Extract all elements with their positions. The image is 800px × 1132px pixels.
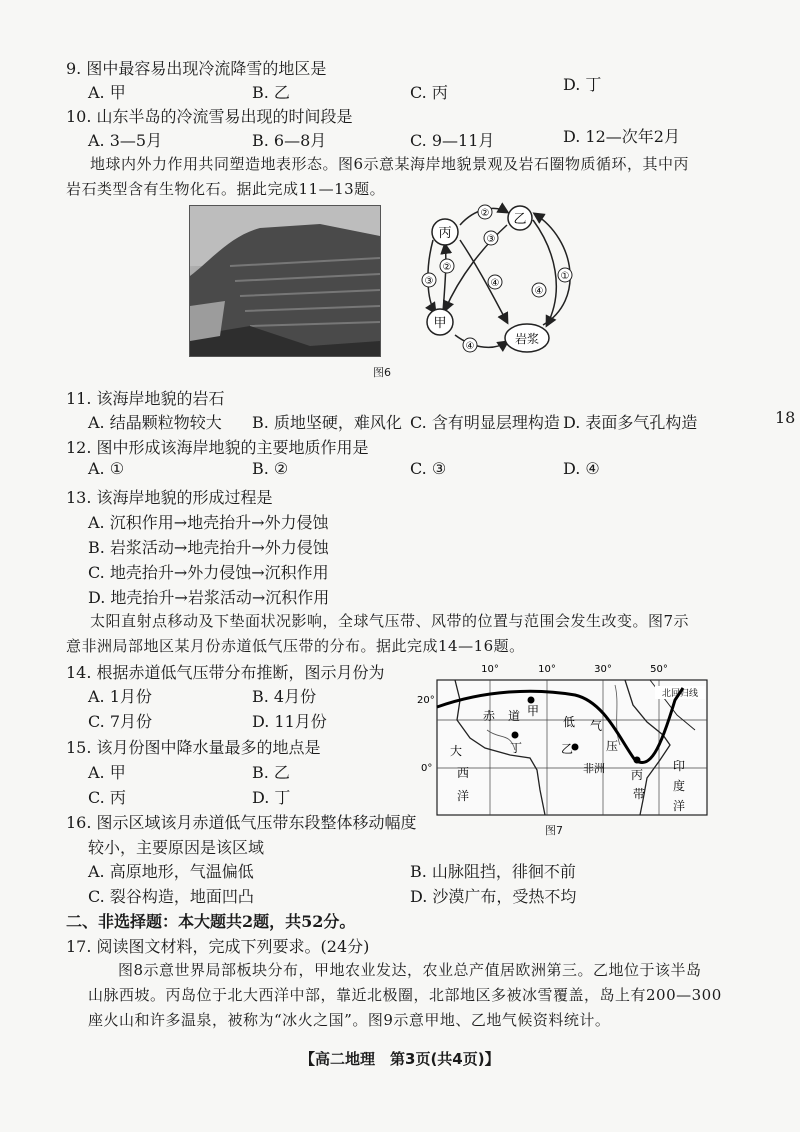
lon-label-10w: 10° bbox=[481, 664, 499, 675]
q13-option-b: B. 岩浆活动→地壳抬升→外力侵蚀 bbox=[88, 538, 329, 557]
belt-char-3: 低 bbox=[563, 715, 576, 729]
arrow-jia-bing bbox=[443, 245, 446, 312]
belt-char-2: 道 bbox=[508, 709, 521, 723]
q13-option-d: D. 地壳抬升→岩浆活动→沉积作用 bbox=[88, 588, 330, 607]
q13-option-c: C. 地壳抬升→外力侵蚀→沉积作用 bbox=[88, 563, 329, 582]
coastal-cliff-photo bbox=[189, 205, 381, 357]
q16-option-b: B. 山脉阻挡，徘徊不前 bbox=[410, 862, 576, 881]
place-yi: 乙 bbox=[561, 742, 574, 756]
q14-option-a: A. 1月份 bbox=[88, 687, 152, 706]
label-4-bottom: ④ bbox=[465, 341, 475, 352]
label-1: ① bbox=[560, 271, 570, 282]
q15-option-b: B. 乙 bbox=[252, 763, 290, 782]
intro-11-13-line1: 地球内外力作用共同塑造地表形态。图6示意某海岸地貌景观及岩石圈物质循环，其中丙 bbox=[90, 155, 690, 173]
q16-stem-line2: 较小，主要原因是该区域 bbox=[88, 838, 265, 857]
q10-option-a: A. 3—5月 bbox=[88, 131, 163, 150]
arrow-yi-magma bbox=[533, 220, 556, 325]
belt-char-6: 带 bbox=[633, 787, 646, 801]
q14-stem: 14. 根据赤道低气压带分布推断，图示月份为 bbox=[66, 663, 385, 682]
indian-char-2: 度 bbox=[673, 779, 686, 793]
rock-cycle-diagram bbox=[415, 200, 595, 360]
page-footer: 【高二地理 第3页(共4页)】 bbox=[300, 1050, 500, 1068]
q9-option-d: D. 丁 bbox=[563, 75, 602, 94]
q12-stem: 12. 图中形成该海岸地貌的主要地质作用是 bbox=[66, 438, 369, 457]
q11-option-d: D. 表面多气孔构造 bbox=[563, 413, 698, 432]
q12-option-a: A. ① bbox=[88, 459, 125, 478]
q12-option-c: C. ③ bbox=[410, 459, 447, 478]
q16-option-d: D. 沙漠广布，受热不均 bbox=[410, 887, 577, 906]
q15-option-c: C. 丙 bbox=[88, 788, 126, 807]
belt-char-4: 气 bbox=[590, 719, 603, 733]
atlantic-char-3: 洋 bbox=[457, 789, 470, 803]
node-jia: 甲 bbox=[433, 316, 447, 331]
place-bing: 丙 bbox=[631, 768, 644, 782]
tropic-label: 北回归线 bbox=[661, 689, 699, 699]
q12-option-b: B. ② bbox=[252, 459, 289, 478]
section-2-heading: 二、非选择题：本大题共2题，共52分。 bbox=[66, 912, 356, 931]
q14-option-b: B. 4月份 bbox=[252, 687, 317, 706]
lon-label-50e: 50° bbox=[650, 664, 668, 675]
node-magma: 岩浆 bbox=[514, 332, 540, 346]
q16-option-a: A. 高原地形，气温偏低 bbox=[88, 862, 254, 881]
belt-char-1: 赤 bbox=[483, 709, 496, 723]
q15-option-a: A. 甲 bbox=[88, 763, 126, 782]
label-2-left: ② bbox=[442, 262, 452, 273]
q12-option-d: D. ④ bbox=[563, 459, 600, 478]
lon-label-30e: 30° bbox=[594, 664, 612, 675]
indian-char-1: 印 bbox=[673, 759, 686, 773]
label-3-mid: ③ bbox=[486, 234, 496, 245]
fig7-caption: 图7 bbox=[545, 824, 563, 837]
node-yi: 乙 bbox=[513, 212, 527, 227]
intro-14-16-line1: 太阳直射点移动及下垫面状况影响，全球气压带、风带的位置与范围会发生改变。图7示 bbox=[90, 612, 690, 630]
q16-stem-line1: 16. 图示区域该月赤道低气压带东段整体移动幅度 bbox=[66, 813, 417, 832]
atlantic-char-2: 西 bbox=[457, 766, 470, 780]
q9-option-b: B. 乙 bbox=[252, 83, 290, 102]
q17-para-line1: 图8示意世界局部板块分布，甲地农业发达，农业总产值居欧洲第三。乙地位于该半岛 bbox=[118, 961, 702, 979]
place-jia: 甲 bbox=[527, 704, 540, 718]
lat-label-20n: 20° bbox=[417, 695, 435, 706]
q10-option-d: D. 12—次年2月 bbox=[563, 127, 680, 146]
q16-option-c: C. 裂谷构造，地面凹凸 bbox=[88, 887, 254, 906]
q11-stem: 11. 该海岸地貌的岩石 bbox=[66, 389, 225, 408]
q10-stem: 10. 山东半岛的冷流雪易出现的时间段是 bbox=[66, 107, 353, 126]
node-bing: 丙 bbox=[438, 226, 452, 241]
margin-mark: 18 bbox=[775, 408, 796, 427]
cliff-illustration bbox=[190, 206, 380, 356]
q9-option-c: C. 丙 bbox=[410, 83, 448, 102]
q14-option-c: C. 7月份 bbox=[88, 712, 153, 731]
q11-option-a: A. 结晶颗粒物较大 bbox=[88, 413, 222, 432]
q10-option-b: B. 6—8月 bbox=[252, 131, 327, 150]
q17-para-line2: 山脉西坡。丙岛位于北大西洋中部，靠近北极圈，北部地区多被冰雪覆盖，岛上有200—300 bbox=[88, 986, 722, 1004]
q13-stem: 13. 该海岸地貌的形成过程是 bbox=[66, 488, 273, 507]
place-ding: 丁 bbox=[510, 741, 523, 755]
q15-stem: 15. 该月份图中降水量最多的地点是 bbox=[66, 738, 321, 757]
q17-stem: 17. 阅读图文材料，完成下列要求。(24分) bbox=[66, 937, 370, 956]
q15-option-d: D. 丁 bbox=[252, 788, 291, 807]
q10-option-c: C. 9—11月 bbox=[410, 131, 495, 150]
lon-label-10e: 10° bbox=[538, 664, 556, 675]
belt-char-5: 压 bbox=[606, 739, 619, 753]
q11-option-b: B. 质地坚硬，难风化 bbox=[252, 413, 402, 432]
intro-11-13-line2: 岩石类型含有生物化石。据此完成11—13题。 bbox=[66, 180, 386, 198]
q13-option-a: A. 沉积作用→地壳抬升→外力侵蚀 bbox=[88, 513, 329, 532]
indian-char-3: 洋 bbox=[673, 799, 686, 813]
q17-para-line3: 座火山和许多温泉，被称为“冰火之国”。图9示意甲地、乙地气候资料统计。 bbox=[88, 1011, 611, 1029]
q11-option-c: C. 含有明显层理构造 bbox=[410, 413, 560, 432]
q9-stem: 9. 图中最容易出现冷流降雪的地区是 bbox=[66, 59, 327, 78]
atlantic-char-1: 大 bbox=[450, 744, 463, 758]
label-4-mid: ④ bbox=[490, 278, 500, 289]
intro-14-16-line2: 意非洲局部地区某月份赤道低气压带的分布。据此完成14—16题。 bbox=[66, 637, 525, 655]
label-4-right: ④ bbox=[534, 286, 544, 297]
q14-option-d: D. 11月份 bbox=[252, 712, 327, 731]
label-3-left: ③ bbox=[424, 276, 434, 287]
fig6-caption: 图6 bbox=[373, 366, 391, 379]
lat-label-0: 0° bbox=[421, 763, 433, 774]
q9-option-a: A. 甲 bbox=[88, 83, 126, 102]
africa-label: 非洲 bbox=[583, 762, 605, 775]
label-2-top: ② bbox=[480, 208, 490, 219]
africa-pressure-map bbox=[415, 660, 710, 820]
